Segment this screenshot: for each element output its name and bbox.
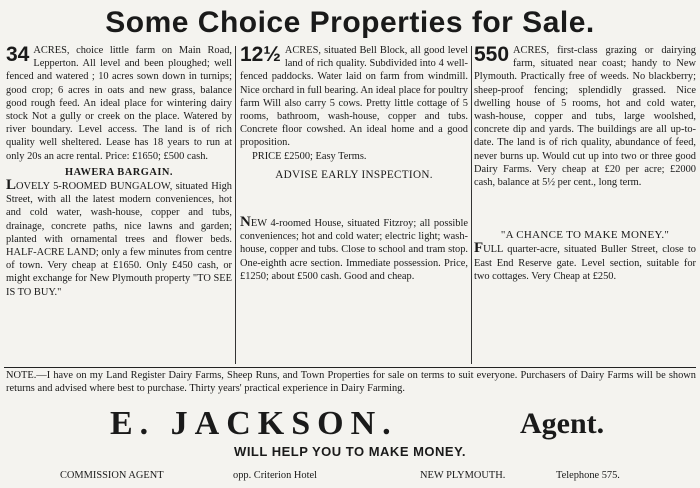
listing-text: ACRES, situated Bell Block, all good level land of rich quality. Subdivided into 4 well-fenced paddocks. Water laid on farm from windmill. Nice orchard in full bearing. An ideal place for poultry farm Will also carry 5 cows. Pretty little cottage of 5 rooms, bathroom, wash-house, copper and tubs. Concrete floor cowshed. An ideal home and a good proposition. (240, 45, 468, 149)
column-bell-block-fitzroy (240, 44, 468, 366)
column-lepperton-hawera (6, 44, 232, 366)
column-divider (471, 46, 472, 364)
listing-text: ACRES, first-class grazing or dairying farm, situated near coast; handy to New Plymouth. Practically free of weeds. No blackberry; sheep-proof fencing; splendidly grassed. Nice dwelling house of 5 rooms, hot and cold water, wash-house, copper and tubs, large woolshed, concrete dip and yards. The buildings are all up-to-date. The land is of rich quality, abundance of feed, never burns up. Would cut up into two or three good Dairy Farms. Very cheap at £20 per acre; £2000 cash, balance at 5½ per cent., long term. (474, 45, 696, 189)
column-divider (235, 46, 236, 364)
agent-slogan: WILL HELP YOU TO MAKE MONEY. (234, 444, 466, 459)
footer-town: NEW PLYMOUTH. (420, 470, 506, 481)
lead-number: 12½ (240, 44, 281, 66)
section-divider (4, 367, 696, 368)
listing-bungalow (6, 179, 232, 299)
listing-fitzroy (240, 216, 468, 283)
listing-buller-street (474, 242, 696, 283)
chance-slogan: "A CHANCE TO MAKE MONEY." (500, 229, 670, 242)
drop-cap: L (6, 177, 17, 194)
note-paragraph: NOTE.—I have on my Land Register Dairy Farms, Sheep Runs, and Town Properties for sale on terms to suit everyone. Purchasers of Dairy Farms will be shown returns and advised where best to purchase. Thirty years' practical experience in Dairy Farming. (6, 370, 696, 394)
footer-role: COMMISSION AGENT (60, 470, 164, 481)
listing-bell-block (240, 44, 468, 150)
agent-title: Agent. (520, 407, 605, 440)
listing-text: OVELY 5-ROOMED BUNGALOW, situated High Street, with all the latest modern conveniences, hot and cold water, wash-house, copper and tubs, drainage, concrete paths, nice lawns and garden; planted with ornamental trees and flower beds. HALF-ACRE LAND; only a few minutes from centre of town. Very cheap at £1650. Only £450 cash, or might exchange for New Plymouth property "TO SEE IS TO BUY." (6, 181, 232, 298)
footer-telephone: Telephone 575. (556, 470, 620, 481)
footer-address: opp. Criterion Hotel (233, 470, 317, 481)
listing-text: ULL quarter-acre, situated Buller Street, close to East End Reserve gate. Level section, suitable for two cottages. Very Cheap at £250. (474, 244, 696, 282)
drop-cap: F (474, 240, 484, 257)
column-coast-buller (474, 44, 696, 366)
drop-cap: N (240, 214, 251, 231)
advise-inspection: ADVISE EARLY INSPECTION. (275, 168, 433, 181)
lead-number: 34 (6, 44, 30, 66)
section-heading-hawera: HAWERA BARGAIN. (65, 166, 173, 178)
listing-grazing-farm (474, 44, 696, 189)
listing-lepperton (6, 44, 232, 163)
agent-name: E. JACKSON. (110, 405, 398, 442)
headline: Some Choice Properties for Sale. (105, 6, 595, 39)
lead-number: 550 (474, 44, 510, 66)
listing-text: EW 4-roomed House, situated Fitzroy; all possible conveniences; hot and cold water; electric light; wash-house, copper and tubs. Close to school and tram stop. One-eighth acre section. Immediate possession. Price, £1250; about £500 cash. Good and cheap. (240, 218, 468, 282)
listing-text: ACRES, choice little farm on Main Road, Lepperton. All level and been ploughed; well fenced and watered ; 10 acres sown down in turnips; good crop; 6 acres in oats and new grass, balance good rough feed. An ideal place for wintering dairy stock Not a gully or creek on the place. Watered by river boundary. Level access. The land is of rich quality well sheltered. Lease has 18 years to run at only 20s an acre rental. Price: £1650; £500 cash. (6, 45, 232, 162)
price-line: PRICE £2500; Easy Terms. (252, 150, 367, 162)
